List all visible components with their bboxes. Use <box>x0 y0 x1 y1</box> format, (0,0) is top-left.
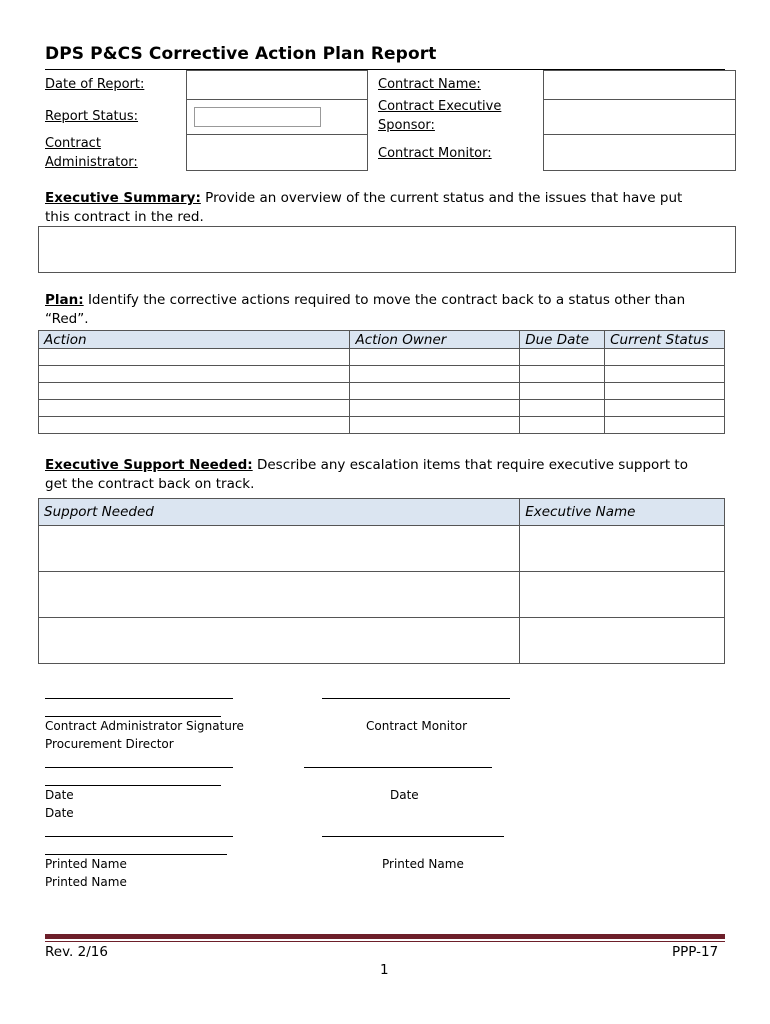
table-cell[interactable] <box>520 366 605 383</box>
date-line[interactable] <box>45 767 233 768</box>
contract-monitor-field[interactable] <box>543 134 736 171</box>
table-cell[interactable] <box>39 618 520 664</box>
contract-monitor-signature-label: Contract Monitor <box>366 719 468 733</box>
revision-label: Rev. 2/16 <box>45 944 108 960</box>
column-header-action-owner: Action Owner <box>350 331 520 349</box>
report-status-cell <box>186 99 368 135</box>
procurement-director-label: Procurement Director <box>45 737 174 751</box>
plan-label: Plan: <box>45 292 84 308</box>
table-row <box>39 366 725 383</box>
page-title: DPS P&CS Corrective Action Plan Report <box>45 44 437 64</box>
contract-name-field[interactable] <box>543 70 736 100</box>
form-number: PPP-17 <box>672 944 719 960</box>
table-row <box>39 417 725 434</box>
table-header-row <box>39 331 725 349</box>
contract-administrator-label-1: Contract <box>45 136 101 151</box>
table-cell[interactable] <box>605 400 725 417</box>
exec-support-label: Executive Support Needed: <box>45 457 253 473</box>
contract-administrator-signature-label: Contract Administrator Signature <box>45 719 244 733</box>
exec-support-table <box>38 498 725 664</box>
contract-name-label: Contract Name: <box>378 77 481 92</box>
table-cell[interactable] <box>605 383 725 400</box>
table-cell[interactable] <box>605 417 725 434</box>
executive-summary-text: Executive Summary: Provide an overview of the current status and the issues that have put this contract in the red. <box>45 190 683 225</box>
date-label: Date <box>390 788 419 802</box>
date-of-report-label: Date of Report: <box>45 77 145 92</box>
table-cell[interactable] <box>350 417 520 434</box>
table-cell[interactable] <box>39 417 350 434</box>
table-cell[interactable] <box>605 366 725 383</box>
date-line[interactable] <box>304 767 492 768</box>
table-row <box>39 526 725 572</box>
table-cell[interactable] <box>520 400 605 417</box>
executive-summary-label: Executive Summary: <box>45 190 201 206</box>
executive-summary-field[interactable] <box>38 226 736 273</box>
table-cell[interactable] <box>520 618 725 664</box>
table-cell[interactable] <box>520 572 725 618</box>
date-label: Date <box>45 806 74 820</box>
printed-name-label: Printed Name <box>382 857 464 871</box>
printed-name-label: Printed Name <box>45 875 127 889</box>
table-cell[interactable] <box>350 349 520 366</box>
table-row <box>39 383 725 400</box>
table-cell[interactable] <box>520 526 725 572</box>
table-cell[interactable] <box>605 349 725 366</box>
table-cell[interactable] <box>520 417 605 434</box>
table-header-row <box>39 499 725 526</box>
contract-administrator-field[interactable] <box>186 134 368 171</box>
table-cell[interactable] <box>520 383 605 400</box>
signature-line[interactable] <box>322 698 510 699</box>
table-row <box>39 349 725 366</box>
table-row <box>39 400 725 417</box>
signature-line[interactable] <box>45 698 233 699</box>
table-cell[interactable] <box>350 400 520 417</box>
contract-administrator-label-2: Administrator: <box>45 155 138 170</box>
table-cell[interactable] <box>350 366 520 383</box>
contract-monitor-label: Contract Monitor: <box>378 146 492 161</box>
table-cell[interactable] <box>39 366 350 383</box>
column-header-due-date: Due Date <box>520 331 605 349</box>
table-cell[interactable] <box>39 572 520 618</box>
column-header-executive-name: Executive Name <box>520 499 725 526</box>
report-status-input[interactable] <box>194 107 321 127</box>
column-header-support-needed: Support Needed <box>39 499 520 526</box>
date-of-report-field[interactable] <box>186 70 368 100</box>
column-header-current-status: Current Status <box>605 331 725 349</box>
printed-name-line[interactable] <box>322 836 504 837</box>
plan-table <box>38 330 725 434</box>
table-row <box>39 572 725 618</box>
table-cell[interactable] <box>520 349 605 366</box>
page-number: 1 <box>380 962 389 978</box>
table-cell[interactable] <box>39 383 350 400</box>
printed-name-label: Printed Name <box>45 857 127 871</box>
column-header-action: Action <box>39 331 350 349</box>
table-cell[interactable] <box>39 349 350 366</box>
report-status-label: Report Status: <box>45 109 139 124</box>
contract-exec-sponsor-label-2: Sponsor: <box>378 118 435 133</box>
footer-rule <box>45 934 725 939</box>
footer-rule-thin <box>45 941 725 942</box>
table-cell[interactable] <box>39 526 520 572</box>
exec-support-text: Executive Support Needed: Describe any escalation items that require executive support to get the contract back on track. <box>45 457 688 492</box>
contract-exec-sponsor-label-1: Contract Executive <box>378 99 502 114</box>
table-cell[interactable] <box>39 400 350 417</box>
contract-exec-sponsor-field[interactable] <box>543 99 736 135</box>
table-cell[interactable] <box>350 383 520 400</box>
date-label: Date <box>45 788 74 802</box>
table-row <box>39 618 725 664</box>
plan-text: Plan: Identify the corrective actions required to move the contract back to a status other than “Red”. <box>45 292 686 327</box>
printed-name-line[interactable] <box>45 836 233 837</box>
